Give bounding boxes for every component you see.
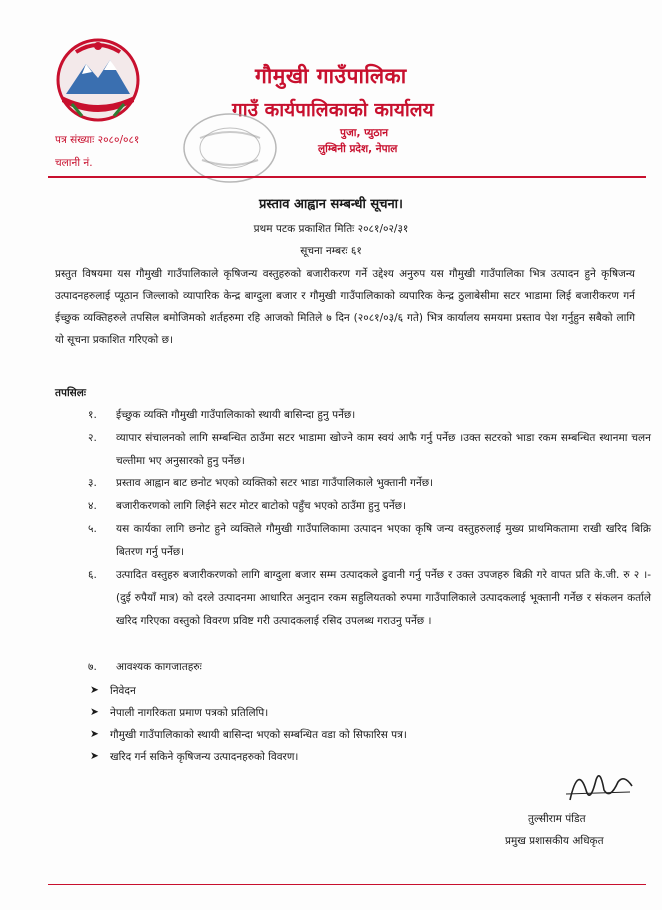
document-text: गौमुखी गाउँपालिकाको स्थायी बासिन्दा भएको सम्बन्धित वडा को सिफारिस पत्र। [110, 729, 407, 741]
item-text: ईच्छुक व्यक्ति गौमुखी गाउँपालिकाको स्थायी बासिन्दा हुनु पर्नेछ। [116, 409, 356, 421]
document-text: निवेदन [110, 685, 136, 697]
item-text: बजारीकरणको लागि लिईने सटर मोटर बाटोको पहुँच भएको ठाउँमा हुनु पर्नेछ। [116, 500, 406, 512]
address-line-1: पुजा, प्युठान [340, 127, 389, 139]
item-text: यस कार्यका लागि छनोट हुने व्यक्तिले गौमुखी गाउँपालिकामा उत्पादन भएका कृषि जन्य वस्तुहरुलाई मुख्य प्राथमिकतामा राखी खरिद बिक्रि बितरण गर्नु पर्नेछ। [116, 523, 651, 558]
document-text: नेपाली नागरिकता प्रमाण पत्रको प्रतिलिपि। [110, 707, 269, 719]
arrow-bullet-icon: ➤ [90, 706, 99, 718]
notice-body: प्रस्तुत विषयमा यस गौमुखी गाउँपालिकाले कृषिजन्य वस्तुहरुको बजारीकरण गर्ने उद्देश्य अनुरुप यस गौमुखी गाउँपालिका भित्र उत्पादन हुने कृषिजन्य उत्पादनहरुलाई प्यूठान जिल्लाको व्यापारिक केन्द्र बाग्दुला बजार र गौमुखी गाउँपालिकाको व्यपारिक केन्द्र ठुलाबेसीमा सटर भाडामा लिई बजारीकरण गर्न ईच्छुक व्यक्तिहरुले तपसिल बमोजिमको शर्तहरुमा रहि आजको मितिले ७ दिन (२०८१/०३/६ गते) भित्र कार्यालय समयमा प्रस्ताव पेश गर्नुहुन सबैको लागि यो सूचना प्रकाशित गरिएको छ। [55, 268, 635, 346]
list-item [88, 427, 651, 473]
nepal-emblem-logo [52, 34, 144, 124]
item-text: व्यापार संचालनको लागि सम्बन्धित ठाउँमा सटर भाडामा खोज्ने काम स्वयं आफै गर्नु पर्नेछ ।उक्त सटरको भाडा रकम सम्बन्धित स्थानमा चलन चल्तीमा भए अनुसारको हुनु पर्नेछ। [116, 432, 651, 467]
arrow-bullet-icon: ➤ [90, 684, 99, 696]
address-line-2: लुम्बिनी प्रदेश, नेपाल [318, 143, 398, 155]
item-number: ६. [88, 569, 97, 581]
handwritten-signature [560, 760, 640, 810]
office-subtitle: गाउँ कार्यपालिकाको कार्यालय [232, 99, 434, 121]
header-divider [48, 176, 646, 178]
item-number: १. [88, 409, 97, 421]
municipality-title: गौमुखी गाउँपालिका [255, 64, 407, 88]
signer-title: प्रमुख प्रशासकीय अधिकृत [505, 835, 604, 847]
item-number: २. [88, 432, 97, 444]
item-text: उत्पादित वस्तुहरु बजारीकरणको लागि बाग्दुला बजार सम्म उत्पादकले ढुवानी गर्नु पर्नेछ र उक्त उपजहरु बिक्री गरे वापत प्रति के.जी. रु २ ।- (दुई रुपैयाँ मात्र) को दरले उत्पादनमा आधारित अनुदान रकम सहुलियतको रुपमा गाउँपालिकाले उत्पादकलाई भूक्तानी गर्नेछ र संकलन कर्ताले खरिद गरिएका वस्तुको विवरण प्रविष्ट गरी उत्पादकलाई रसिद उपलब्ध गराउनु पर्नेछ । [116, 569, 651, 627]
item-text: आवश्यक कागजातहरुः [116, 661, 202, 673]
item-number: ४. [88, 500, 97, 512]
list-item [88, 656, 651, 679]
document-text: खरिद गर्न सकिने कृषिजन्य उत्पादनहरुको विवरण। [110, 751, 299, 763]
letter-number: पत्र संख्याः २०८०/०८१ [55, 134, 140, 146]
item-number: ७. [88, 661, 97, 673]
notice-number: सूचना नम्बरः ६१ [300, 245, 362, 257]
item-number: ३. [88, 477, 97, 489]
item-number: ५. [88, 523, 97, 535]
list-item [88, 564, 651, 656]
details-heading: तपसिलः [55, 387, 87, 399]
notice-title: प्रस्ताव आह्वान सम्बन्धी सूचना। [259, 197, 403, 212]
footer-divider [48, 884, 646, 885]
list-item [88, 495, 651, 518]
arrow-bullet-icon: ➤ [90, 750, 99, 762]
dispatch-number: चलानी नं. [55, 157, 93, 169]
list-item [88, 404, 651, 427]
list-item [88, 472, 651, 495]
list-item [88, 518, 651, 564]
arrow-bullet-icon: ➤ [90, 728, 99, 740]
item-text: प्रस्ताव आह्वान बाट छनोट भएको व्यक्तिको सटर भाडा गाउँपालिकाले भुक्तानी गर्नेछ। [116, 477, 434, 489]
published-date: प्रथम पटक प्रकाशित मितिः २०८१/०२/३१ [253, 223, 409, 235]
signer-name: तुल्सीराम पंडित [528, 813, 586, 825]
